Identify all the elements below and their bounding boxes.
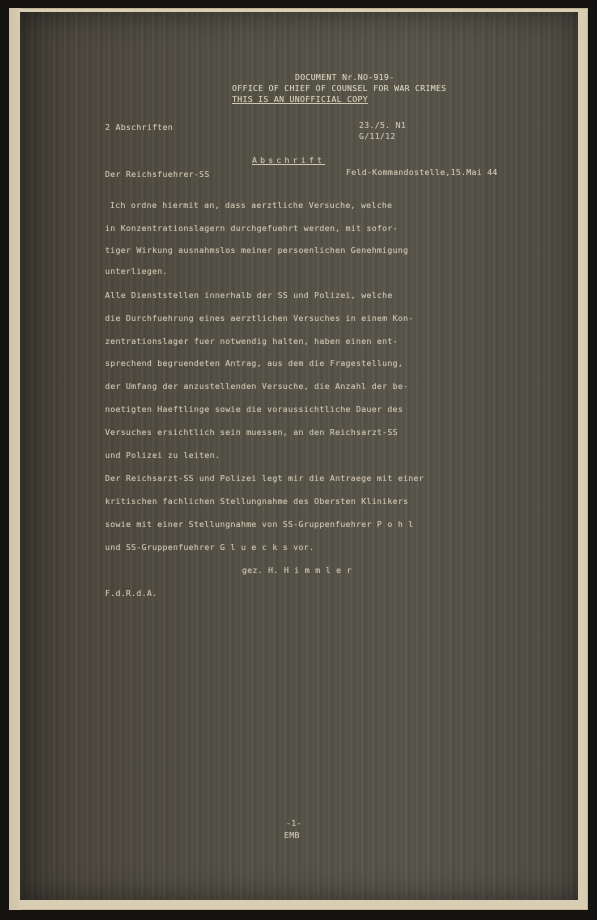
place-date: Feld-Kommandostelle,15.Mai 44 [346, 167, 498, 177]
body-line: zentrationslager fuer notwendig halten, haben einen ent- [105, 336, 398, 346]
typist-initials: EMB [284, 830, 300, 840]
document-number: DOCUMENT Nr.NO-919- [295, 72, 395, 82]
body-line: kritischen fachlichen Stellungnahme des Obersten Klinikers [105, 496, 409, 506]
document-title: Abschrift [252, 155, 326, 165]
reference-number: 23./5. N1 [359, 120, 407, 130]
body-line: Der Reichsarzt-SS und Polizei legt mir die Antraege mit einer [105, 473, 424, 483]
reference-code: G/11/12 [359, 131, 396, 141]
body-line: und SS-Gruppenfuehrer G l u e c k s vor. [105, 542, 315, 552]
body-line: sowie mit einer Stellungnahme von SS-Gruppenfuehrer P o h l [105, 519, 414, 529]
fdra-mark: F.d.R.d.A. [105, 588, 158, 598]
body-line: unterliegen. [105, 266, 168, 276]
copies-count: 2 Abschriften [105, 122, 173, 132]
signature: gez. H. H i m m l e r [242, 565, 352, 575]
body-line: und Polizei zu leiten. [105, 450, 221, 460]
body-line: Alle Dienststellen innerhalb der SS und Polizei, welche [105, 290, 393, 300]
body-line: der Umfang der anzustellenden Versuche, die Anzahl der be- [105, 381, 409, 391]
body-line: noetigten Haeftlinge sowie die voraussichtliche Dauer des [105, 404, 404, 414]
body-line: sprechend begruendeten Antrag, aus dem die Fragestellung, [105, 358, 404, 368]
office-line: OFFICE OF CHIEF OF COUNSEL FOR WAR CRIMES [232, 83, 447, 93]
body-line: tiger Wirkung ausnahmslos meiner persoenlichen Genehmigung [105, 245, 409, 255]
sender: Der Reichsfuehrer-SS [105, 169, 210, 179]
document-sheet [20, 12, 578, 900]
body-line: Ich ordne hiermit an, dass aerztliche Versuche, welche [110, 200, 393, 210]
unofficial-copy-note: THIS IS AN UNOFFICIAL COPY [232, 94, 368, 104]
body-line: Versuches ersichtlich sein muessen, an den Reichsarzt-SS [105, 427, 398, 437]
body-line: in Konzentrationslagern durchgefuehrt werden, mit sofor- [105, 223, 398, 233]
page-number: -1- [286, 818, 302, 828]
body-line: die Durchfuehrung eines aerztlichen Versuches in einem Kon- [105, 313, 414, 323]
